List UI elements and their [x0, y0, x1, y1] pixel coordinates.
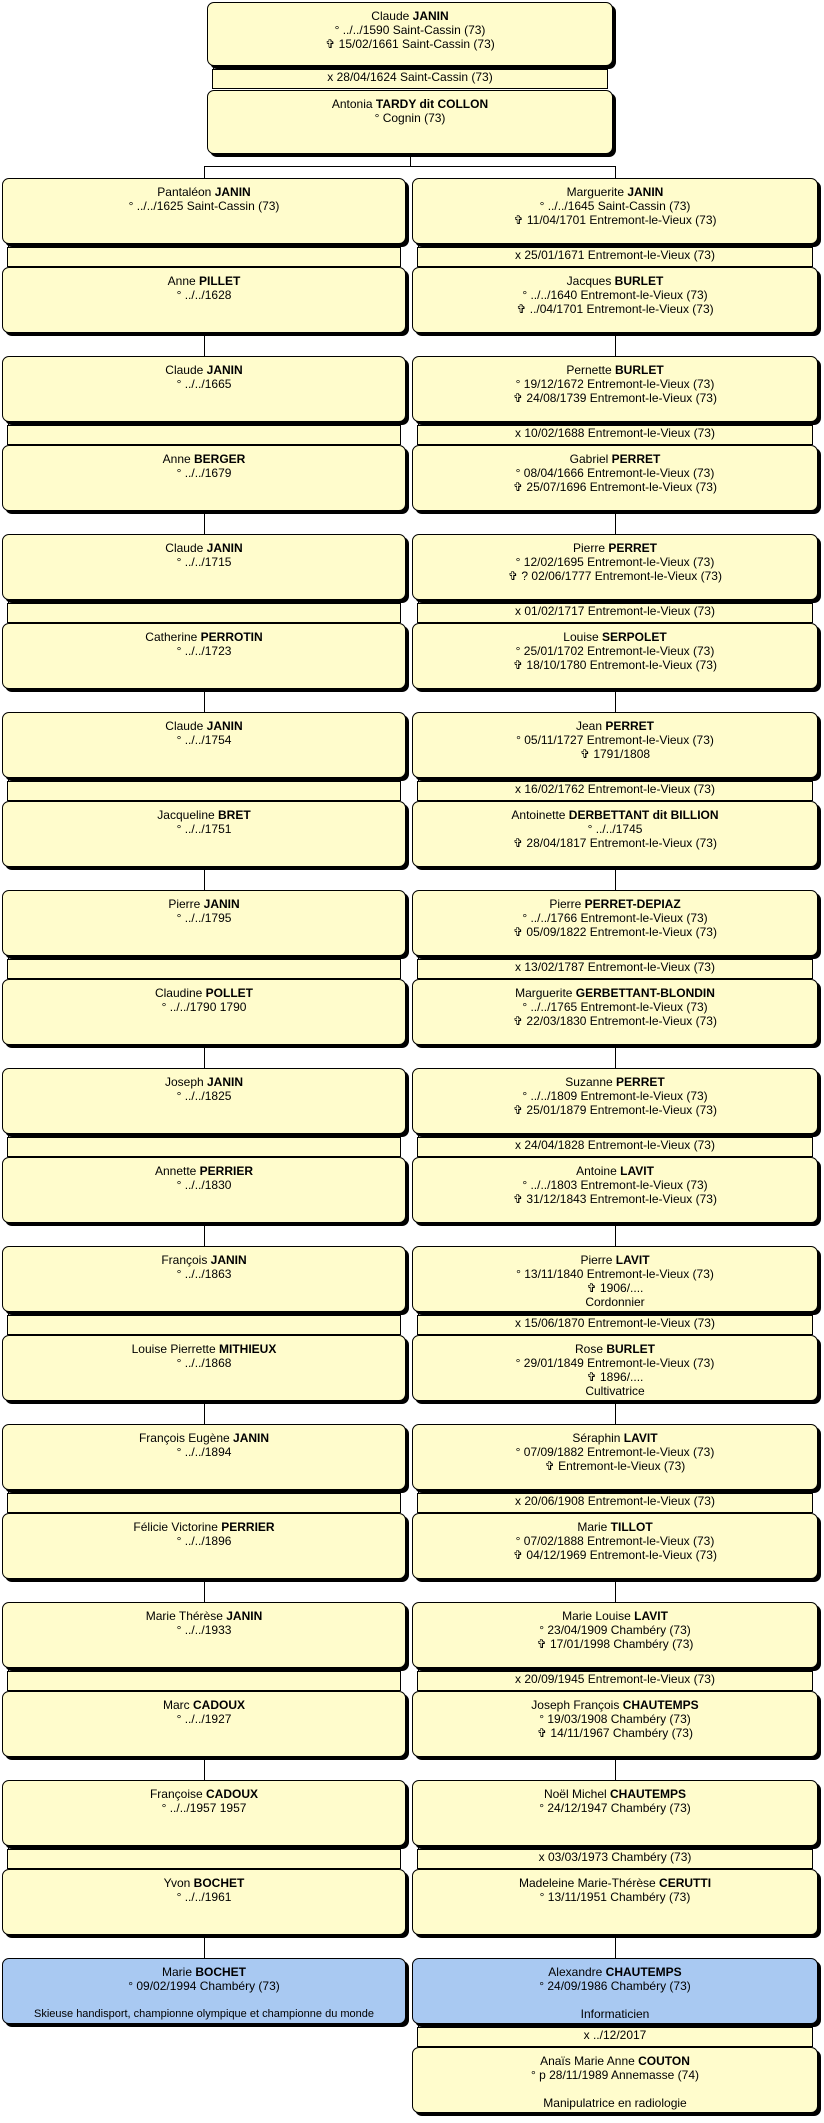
marriage-label: x 10/02/1688 Entremont-le-Vieux (73)	[417, 425, 813, 445]
marriage-strip-empty	[7, 781, 401, 801]
person-detail: ✞ 1791/1808	[579, 747, 651, 761]
given-name: Pierre	[572, 541, 609, 555]
person-box-right-spouse[interactable]	[412, 1869, 818, 1935]
person-detail: ✞ 05/09/1822 Entremont-le-Vieux (73)	[513, 925, 717, 939]
person-name	[3, 1253, 405, 1267]
person-detail: ° p 28/11/1989 Annemasse (74)	[530, 2068, 700, 2082]
person-name	[413, 1698, 817, 1712]
person-box-right[interactable]	[412, 1424, 818, 1490]
person-name	[413, 1787, 817, 1801]
person-detail: ° ../../1927	[176, 1712, 232, 1726]
person-detail: ✞ 14/11/1967 Chambéry (73)	[537, 1726, 693, 1740]
person-name	[413, 541, 817, 555]
person-name	[3, 1075, 405, 1089]
person-box-right-spouse[interactable]	[412, 623, 818, 689]
given-name: Louise Pierrette	[131, 1342, 220, 1356]
given-name: Gabriel	[569, 452, 612, 466]
given-name: Madeleine Marie-Thérèse	[518, 1876, 660, 1890]
given-name: Anaïs Marie Anne	[540, 2054, 639, 2068]
person-detail: ° 13/11/1951 Chambéry (73)	[539, 1890, 691, 1904]
surname: JANIN	[226, 1609, 263, 1623]
person-box-right[interactable]	[412, 1246, 818, 1312]
person-detail: ° ../../1754	[176, 733, 232, 747]
person-detail: ° ../../1590 Saint-Cassin (73)	[334, 23, 486, 37]
person-box-right-spouse[interactable]	[412, 267, 818, 333]
person-detail: ° ../../1957 1957	[161, 1801, 247, 1815]
given-name: Suzanne	[565, 1075, 617, 1089]
person-detail: ✞ 28/04/1817 Entremont-le-Vieux (73)	[513, 836, 717, 850]
surname: LAVIT	[634, 1609, 668, 1623]
given-name: Claude	[165, 363, 207, 377]
marriage-label: x 15/06/1870 Entremont-le-Vieux (73)	[417, 1315, 813, 1335]
connector-line	[615, 334, 616, 356]
person-box-right-spouse[interactable]	[412, 1513, 818, 1579]
person-box-left-spouse[interactable]	[2, 1335, 406, 1401]
person-detail: ° ../../1745	[587, 822, 643, 836]
person-detail: ✞ 31/12/1843 Entremont-le-Vieux (73)	[513, 1192, 717, 1206]
surname: LAVIT	[623, 1431, 658, 1445]
person-detail: ° ../../1803 Entremont-le-Vieux (73)	[522, 1178, 708, 1192]
connector-line	[204, 1936, 205, 1958]
person-detail: ✞ 1906/....	[586, 1281, 644, 1295]
person-detail: ° ../../1640 Entremont-le-Vieux (73)	[522, 288, 708, 302]
surname: JANIN	[210, 1253, 247, 1267]
connector-line	[615, 166, 616, 178]
person-name	[3, 630, 405, 644]
person-detail: ° 12/02/1695 Entremont-le-Vieux (73)	[515, 555, 715, 569]
person-detail: ° Cognin (73)	[374, 111, 446, 125]
connector-line	[204, 166, 615, 167]
person-name	[3, 1164, 405, 1178]
person-detail: ° 29/01/1849 Entremont-le-Vieux (73)	[515, 1356, 715, 1370]
person-box-left[interactable]	[2, 1780, 406, 1846]
marriage-label: x 16/02/1762 Entremont-le-Vieux (73)	[417, 781, 813, 801]
person-box-right-spouse[interactable]	[412, 801, 818, 867]
person-name	[413, 719, 817, 733]
given-name: Joseph François	[531, 1698, 623, 1712]
given-name: Pierre	[168, 897, 204, 911]
person-name	[413, 897, 817, 911]
given-name: Claudine	[154, 986, 206, 1000]
person-detail: ° ../../1790 1790	[161, 1000, 247, 1014]
surname: SERPOLET	[602, 630, 667, 644]
person-name	[208, 97, 612, 111]
person-box-right-spouse[interactable]	[412, 1691, 818, 1757]
given-name: Claude	[165, 541, 207, 555]
marriage-strip-empty	[7, 1315, 401, 1335]
given-name: Pierre	[549, 897, 585, 911]
surname: BURLET	[614, 274, 664, 288]
surname: PERRET	[605, 719, 655, 733]
marriage-label: x 25/01/1671 Entremont-le-Vieux (73)	[417, 247, 813, 267]
surname: JANIN	[207, 1075, 244, 1089]
person-detail: ° 09/02/1994 Chambéry (73)	[128, 1979, 280, 1993]
person-detail: ✞ ? 02/06/1777 Entremont-le-Vieux (73)	[508, 569, 722, 583]
surname: LAVIT	[615, 1253, 650, 1267]
connector-line	[204, 1402, 205, 1424]
person-name	[3, 808, 405, 822]
person-detail: ° 25/01/1702 Entremont-le-Vieux (73)	[515, 644, 715, 658]
person-name	[3, 541, 405, 555]
given-name: Noël Michel	[543, 1787, 610, 1801]
marriage-label: x 24/04/1828 Entremont-le-Vieux (73)	[417, 1137, 813, 1157]
person-box-left-spouse[interactable]	[2, 267, 406, 333]
given-name: Pantaléon	[157, 185, 215, 199]
surname: CADOUX	[206, 1787, 259, 1801]
connector-line	[204, 166, 205, 178]
person-detail: ° ../../1766 Entremont-le-Vieux (73)	[522, 911, 708, 925]
connector-line	[204, 1046, 205, 1068]
person-detail: ° 13/11/1840 Entremont-le-Vieux (73)	[516, 1267, 714, 1281]
marriage-strip-empty	[7, 959, 401, 979]
person-detail: ° ../../1863	[176, 1267, 232, 1281]
person-name	[3, 1609, 405, 1623]
given-name: Jacques	[566, 274, 615, 288]
given-name: Jacqueline	[157, 808, 219, 822]
given-name: Pierre	[580, 1253, 616, 1267]
surname: BERGER	[194, 452, 246, 466]
person-detail: ° ../../1665	[176, 377, 232, 391]
given-name: Marie	[577, 1520, 611, 1534]
person-name	[413, 1965, 817, 1979]
surname: DERBETTANT dit BILLION	[568, 808, 719, 822]
person-name	[413, 1431, 817, 1445]
given-name: Joseph	[164, 1075, 207, 1089]
person-box-left-spouse[interactable]	[2, 979, 406, 1045]
person-name	[413, 452, 817, 466]
surname: CHAUTEMPS	[610, 1787, 687, 1801]
person-box-left[interactable]	[2, 1602, 406, 1668]
person-box-right[interactable]	[412, 178, 818, 244]
person-detail: ✞ Entremont-le-Vieux (73)	[544, 1459, 686, 1473]
person-name	[413, 1164, 817, 1178]
person-box-left[interactable]	[2, 712, 406, 778]
given-name: Jean	[575, 719, 606, 733]
person-detail: ° ../../1809 Entremont-le-Vieux (73)	[522, 1089, 708, 1103]
surname: JANIN	[206, 541, 243, 555]
person-detail: ° ../../1825	[176, 1089, 232, 1103]
marriage-label: x 03/03/1973 Chambéry (73)	[417, 1849, 813, 1869]
person-name	[3, 1787, 405, 1801]
surname: POLLET	[205, 986, 254, 1000]
given-name: Yvon	[163, 1876, 194, 1890]
connector-line	[615, 1758, 616, 1780]
person-detail: ° ../../1830	[176, 1178, 232, 1192]
person-box-left[interactable]	[2, 534, 406, 600]
person-detail: ° 24/12/1947 Chambéry (73)	[539, 1801, 691, 1815]
person-detail: ✞ 25/07/1696 Entremont-le-Vieux (73)	[513, 480, 717, 494]
person-detail	[413, 1993, 817, 2007]
connector-line	[204, 334, 205, 356]
person-detail: ° 24/09/1986 Chambéry (73)	[539, 1979, 691, 1993]
person-detail: ° ../../1723	[176, 644, 232, 658]
given-name: Catherine	[145, 630, 201, 644]
given-name: Alexandre	[548, 1965, 606, 1979]
given-name: Marie	[161, 1965, 196, 1979]
given-name: Annette	[154, 1164, 200, 1178]
person-detail: ° 07/09/1882 Entremont-le-Vieux (73)	[515, 1445, 715, 1459]
person-detail	[413, 2082, 817, 2096]
given-name: Antoine	[576, 1164, 621, 1178]
given-name: Françoise	[149, 1787, 206, 1801]
person-detail: ° 07/02/1888 Entremont-le-Vieux (73)	[515, 1534, 715, 1548]
person-detail: ° ../../1896	[176, 1534, 232, 1548]
surname: BOCHET	[195, 1965, 246, 1979]
person-detail: ✞ 04/12/1969 Entremont-le-Vieux (73)	[513, 1548, 717, 1562]
person-name	[413, 363, 817, 377]
person-name	[3, 897, 405, 911]
person-box-left-spouse[interactable]	[2, 623, 406, 689]
person-detail: Manipulatrice en radiologie	[543, 2096, 687, 2110]
person-name	[3, 452, 405, 466]
connector-line	[615, 868, 616, 890]
person-name	[413, 185, 817, 199]
surname: PERRET-DEPIAZ	[584, 897, 681, 911]
person-name	[3, 1965, 405, 1979]
person-detail: ° ../../1645 Saint-Cassin (73)	[539, 199, 691, 213]
person-detail: ✞ 1896/....	[586, 1370, 644, 1384]
surname: BURLET	[615, 363, 664, 377]
person-name	[3, 1876, 405, 1890]
surname: CADOUX	[192, 1698, 245, 1712]
person-name	[3, 1698, 405, 1712]
surname: TILLOT	[610, 1520, 653, 1534]
person-name	[413, 1342, 817, 1356]
surname: JANIN	[206, 719, 243, 733]
surname: PERRIER	[221, 1520, 275, 1534]
person-name	[3, 719, 405, 733]
surname: PERRET	[611, 452, 661, 466]
person-box-right[interactable]	[412, 890, 818, 956]
person-box-right-spouse[interactable]	[412, 1157, 818, 1223]
surname: PERRET	[608, 541, 658, 555]
person-detail: ° ../../1795	[176, 911, 232, 925]
person-detail: ° ../../1625 Saint-Cassin (73)	[128, 199, 280, 213]
person-name	[413, 1253, 817, 1267]
person-name	[3, 185, 405, 199]
surname: BURLET	[606, 1342, 656, 1356]
person-name	[3, 1431, 405, 1445]
person-detail: ° 05/11/1727 Entremont-le-Vieux (73)	[516, 733, 714, 747]
person-detail: Skieuse handisport, championne olympique et championne du monde	[34, 2008, 374, 2020]
person-detail: ✞ 25/01/1879 Entremont-le-Vieux (73)	[513, 1103, 717, 1117]
surname: CERUTTI	[659, 1876, 712, 1890]
person-name	[413, 274, 817, 288]
given-name: François	[161, 1253, 211, 1267]
person-name	[413, 1520, 817, 1534]
marriage-strip-empty	[7, 247, 401, 267]
marriage-strip-empty	[7, 603, 401, 623]
connector-line	[615, 1046, 616, 1068]
given-name: Marie Louise	[562, 1609, 635, 1623]
connector-line	[615, 1580, 616, 1602]
given-name: Anne	[162, 452, 194, 466]
person-detail: ° ../../1628	[176, 288, 232, 302]
connector-line	[615, 512, 616, 534]
connector-line	[204, 690, 205, 712]
given-name: Marc	[162, 1698, 193, 1712]
person-name	[413, 1609, 817, 1623]
person-name	[3, 274, 405, 288]
person-detail: ° ../../1868	[176, 1356, 232, 1370]
marriage-strip-empty	[7, 1493, 401, 1513]
surname: CHAUTEMPS	[605, 1965, 682, 1979]
person-box-left-spouse[interactable]	[2, 801, 406, 867]
connector-line	[204, 512, 205, 534]
person-box-right[interactable]	[412, 534, 818, 600]
person-name	[413, 1876, 817, 1890]
surname: PILLET	[199, 274, 241, 288]
person-name	[413, 1075, 817, 1089]
marriage-label: x 20/06/1908 Entremont-le-Vieux (73)	[417, 1493, 813, 1513]
person-box-right[interactable]	[412, 712, 818, 778]
person-name	[3, 1342, 405, 1356]
person-name	[413, 630, 817, 644]
surname: TARDY dit COLLON	[375, 97, 489, 111]
person-name	[413, 808, 817, 822]
given-name: Claude	[371, 9, 413, 23]
given-name: Marguerite	[515, 986, 576, 1000]
person-box-highlight-right[interactable]	[412, 1958, 818, 2024]
person-detail: ✞ 18/10/1780 Entremont-le-Vieux (73)	[513, 658, 717, 672]
person-name	[413, 2054, 817, 2068]
surname: JANIN	[233, 1431, 270, 1445]
person-box-right[interactable]	[412, 1780, 818, 1846]
person-name	[3, 1520, 405, 1534]
person-box-right-spouse[interactable]	[412, 979, 818, 1045]
given-name: Anne	[167, 274, 199, 288]
person-box-left[interactable]	[2, 890, 406, 956]
person-detail: ° ../../1765 Entremont-le-Vieux (73)	[522, 1000, 708, 1014]
person-box-right[interactable]	[412, 1068, 818, 1134]
surname: COUTON	[638, 2054, 690, 2068]
person-detail: ✞ 24/08/1739 Entremont-le-Vieux (73)	[513, 391, 717, 405]
marriage-label: x 28/04/1624 Saint-Cassin (73)	[212, 69, 608, 89]
person-box-right[interactable]	[412, 356, 818, 422]
person-detail: Informaticien	[580, 2007, 650, 2021]
person-detail: ° ../../1715	[176, 555, 232, 569]
surname: LAVIT	[620, 1164, 654, 1178]
marriage-strip-empty	[7, 425, 401, 445]
person-detail: ✞ ../04/1701 Entremont-le-Vieux (73)	[516, 302, 714, 316]
surname: CHAUTEMPS	[622, 1698, 699, 1712]
person-detail: ° ../../1961	[176, 1890, 232, 1904]
person-box-highlight-left[interactable]	[2, 1958, 406, 2024]
person-detail: ° ../../1933	[176, 1623, 232, 1637]
marriage-label: x 20/09/1945 Entremont-le-Vieux (73)	[417, 1671, 813, 1691]
surname: PERROTIN	[200, 630, 263, 644]
person-box-left[interactable]	[2, 178, 406, 244]
person-name	[208, 9, 612, 23]
marriage-label: x 13/02/1787 Entremont-le-Vieux (73)	[417, 959, 813, 979]
person-detail: ° 19/03/1908 Chambéry (73)	[539, 1712, 691, 1726]
connector-line	[204, 1758, 205, 1780]
given-name: Marie Thérèse	[145, 1609, 227, 1623]
person-box-left-spouse[interactable]	[2, 1691, 406, 1757]
person-detail: ° 19/12/1672 Entremont-le-Vieux (73)	[515, 377, 715, 391]
person-box-left-spouse[interactable]	[2, 1513, 406, 1579]
surname: JANIN	[206, 363, 243, 377]
person-detail: ° ../../1751	[176, 822, 232, 836]
marriage-strip-empty	[7, 1137, 401, 1157]
given-name: Antoinette	[511, 808, 569, 822]
person-box-left-spouse[interactable]	[2, 1157, 406, 1223]
surname: GERBETTANT-BLONDIN	[575, 986, 715, 1000]
person-box-left[interactable]	[2, 356, 406, 422]
connector-line	[204, 1580, 205, 1602]
person-box-top-wife[interactable]	[207, 90, 613, 154]
given-name: François Eugène	[138, 1431, 234, 1445]
surname: JANIN	[214, 185, 251, 199]
connector-line	[204, 868, 205, 890]
person-box-right[interactable]	[412, 1602, 818, 1668]
connector-line	[615, 690, 616, 712]
person-detail: Cordonnier	[585, 1295, 645, 1309]
person-box-left[interactable]	[2, 1246, 406, 1312]
given-name: Antonia	[331, 97, 376, 111]
person-detail: ✞ 17/01/1998 Chambéry (73)	[536, 1637, 694, 1651]
person-name	[413, 986, 817, 1000]
person-name	[3, 986, 405, 1000]
surname: MITHIEUX	[219, 1342, 277, 1356]
surname: PERRIER	[199, 1164, 254, 1178]
connector-line	[615, 1936, 616, 1958]
marriage-strip-empty	[7, 1849, 401, 1869]
marriage-strip-empty	[7, 1671, 401, 1691]
person-detail: ° ../../1894	[176, 1445, 232, 1459]
person-box-right-spouse[interactable]	[412, 2047, 818, 2113]
surname: BOCHET	[193, 1876, 245, 1890]
person-detail: ° ../../1679	[176, 466, 232, 480]
person-box-right-spouse[interactable]	[412, 445, 818, 511]
marriage-label: x ../12/2017	[417, 2027, 813, 2047]
person-box-left-spouse[interactable]	[2, 445, 406, 511]
given-name: Pernette	[566, 363, 616, 377]
person-detail	[3, 1993, 405, 2007]
surname: JANIN	[412, 9, 449, 23]
person-box-right-spouse[interactable]	[412, 1335, 818, 1401]
person-box-left-spouse[interactable]	[2, 1869, 406, 1935]
surname: PERRET	[616, 1075, 665, 1089]
connector-line	[615, 1224, 616, 1246]
person-detail: ° 08/04/1666 Entremont-le-Vieux (73)	[515, 466, 715, 480]
person-detail: ✞ 15/02/1661 Saint-Cassin (73)	[325, 37, 495, 51]
person-box-left[interactable]	[2, 1424, 406, 1490]
given-name: Félicie Victorine	[133, 1520, 222, 1534]
person-box-left[interactable]	[2, 1068, 406, 1134]
person-detail: ✞ 11/04/1701 Entremont-le-Vieux (73)	[513, 213, 717, 227]
given-name: Marguerite	[566, 185, 628, 199]
person-detail: Cultivatrice	[585, 1384, 645, 1398]
person-name	[3, 363, 405, 377]
given-name: Rose	[574, 1342, 607, 1356]
person-box-top-husband[interactable]	[207, 2, 613, 66]
person-detail: ° 23/04/1909 Chambéry (73)	[539, 1623, 691, 1637]
connector-line	[204, 1224, 205, 1246]
marriage-label: x 01/02/1717 Entremont-le-Vieux (73)	[417, 603, 813, 623]
given-name: Séraphin	[572, 1431, 624, 1445]
surname: JANIN	[203, 897, 240, 911]
given-name: Louise	[563, 630, 602, 644]
surname: JANIN	[627, 185, 664, 199]
connector-line	[615, 1402, 616, 1424]
surname: BRET	[218, 808, 251, 822]
person-detail: ✞ 22/03/1830 Entremont-le-Vieux (73)	[513, 1014, 717, 1028]
given-name: Claude	[165, 719, 207, 733]
